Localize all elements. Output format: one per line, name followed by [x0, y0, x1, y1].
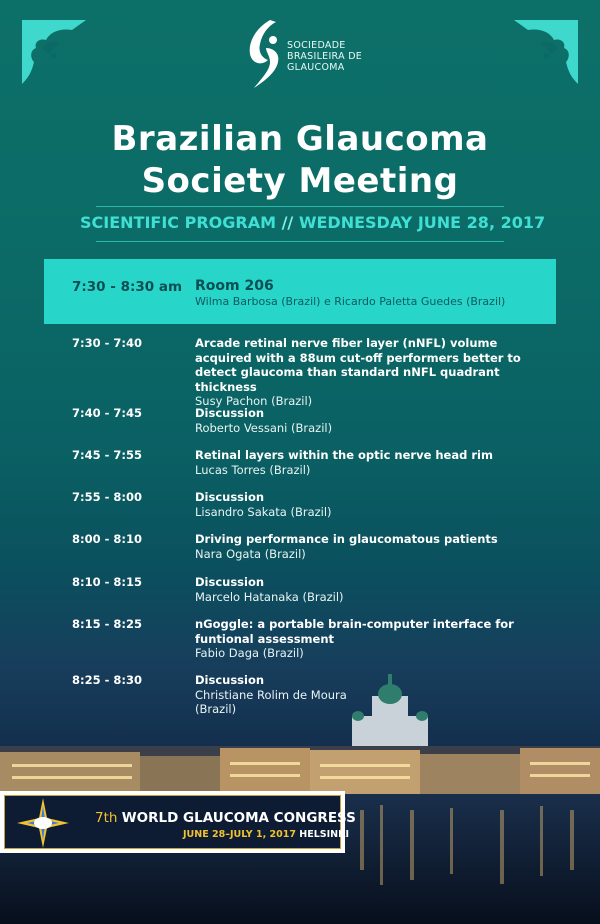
congress-banner-inner	[4, 795, 356, 849]
congress-dates	[183, 829, 349, 840]
row-time: 8:15 - 8:25	[72, 617, 142, 631]
subtitle-date: WEDNESDAY JUNE 28, 2017	[298, 213, 546, 232]
logo-text-line3: GLAUCOMA	[287, 62, 345, 73]
subtitle-block	[80, 206, 546, 242]
society-logo-mark-icon	[240, 18, 286, 92]
row-title: Driving performance in glaucomatous patients	[195, 532, 498, 546]
row-speaker: Susy Pachon (Brazil)	[195, 394, 313, 408]
subtitle-rule-top	[96, 206, 504, 207]
congress-date-range: JUNE 28–JULY 1, 2017	[183, 829, 296, 840]
society-logo	[240, 18, 370, 92]
session-header	[44, 259, 556, 324]
corner-ornament-right-icon	[512, 18, 580, 86]
row-speaker: Christiane Rolim de Moura (Brazil)	[195, 687, 347, 716]
row-speaker: Nara Ogata (Brazil)	[195, 546, 306, 561]
row-time: 7:30 - 7:40	[72, 336, 142, 350]
logo-text-line2: BRASILEIRA DE	[287, 51, 363, 62]
row-title: Retinal layers within the optic nerve head rim	[195, 448, 493, 462]
row-time: 7:45 - 7:55	[72, 448, 142, 462]
congress-name: WORLD GLAUCOMA CONGRESS	[121, 810, 356, 826]
congress-ordinal: 7th	[95, 810, 118, 826]
row-speaker: Lucas Torres (Brazil)	[195, 462, 311, 477]
logo-text-line1: SOCIEDADE	[287, 40, 346, 51]
congress-star-logo-icon	[13, 796, 73, 850]
row-time: 8:25 - 8:30	[72, 673, 142, 687]
row-title: Discussion	[195, 406, 265, 420]
title-line1: Brazilian Glaucoma	[111, 119, 489, 159]
row-speaker: Roberto Vessani (Brazil)	[195, 420, 333, 435]
row-speaker: Fabio Daga (Brazil)	[195, 646, 304, 660]
row-title: Arcade retinal nerve fiber layer (nNFL) volume acquired with a 88um cut-off performers better to detect glaucoma than standard nNFL quadrant thickness	[195, 336, 521, 394]
row-time: 8:00 - 8:10	[72, 532, 142, 546]
subtitle	[80, 207, 546, 241]
page-title	[0, 118, 600, 202]
row-title: Discussion	[195, 490, 265, 504]
congress-city: HELSINKI	[299, 829, 349, 840]
session-room: Room 206	[195, 278, 274, 294]
subtitle-rule-bottom	[96, 241, 504, 242]
session-time: 7:30 - 8:30 am	[72, 279, 183, 295]
row-title: nGoggle: a portable brain-computer interface for funtional assessment	[195, 617, 514, 646]
session-moderators: Wilma Barbosa (Brazil) e Ricardo Paletta Guedes (Brazil)	[195, 295, 506, 308]
congress-banner[interactable]	[0, 791, 356, 853]
subtitle-program: SCIENTIFIC PROGRAM	[80, 213, 277, 232]
row-title: Discussion	[195, 575, 265, 589]
row-title: Discussion	[195, 673, 265, 687]
row-time: 7:55 - 8:00	[72, 490, 142, 504]
corner-ornament-left-icon	[20, 18, 88, 86]
row-speaker: Lisandro Sakata (Brazil)	[195, 504, 332, 519]
title-line2: Society Meeting	[141, 161, 459, 201]
subtitle-separator: //	[276, 213, 299, 232]
row-time: 7:40 - 7:45	[72, 406, 142, 420]
row-time: 8:10 - 8:15	[72, 575, 142, 589]
congress-title	[95, 810, 356, 826]
row-speaker: Marcelo Hatanaka (Brazil)	[195, 589, 344, 604]
